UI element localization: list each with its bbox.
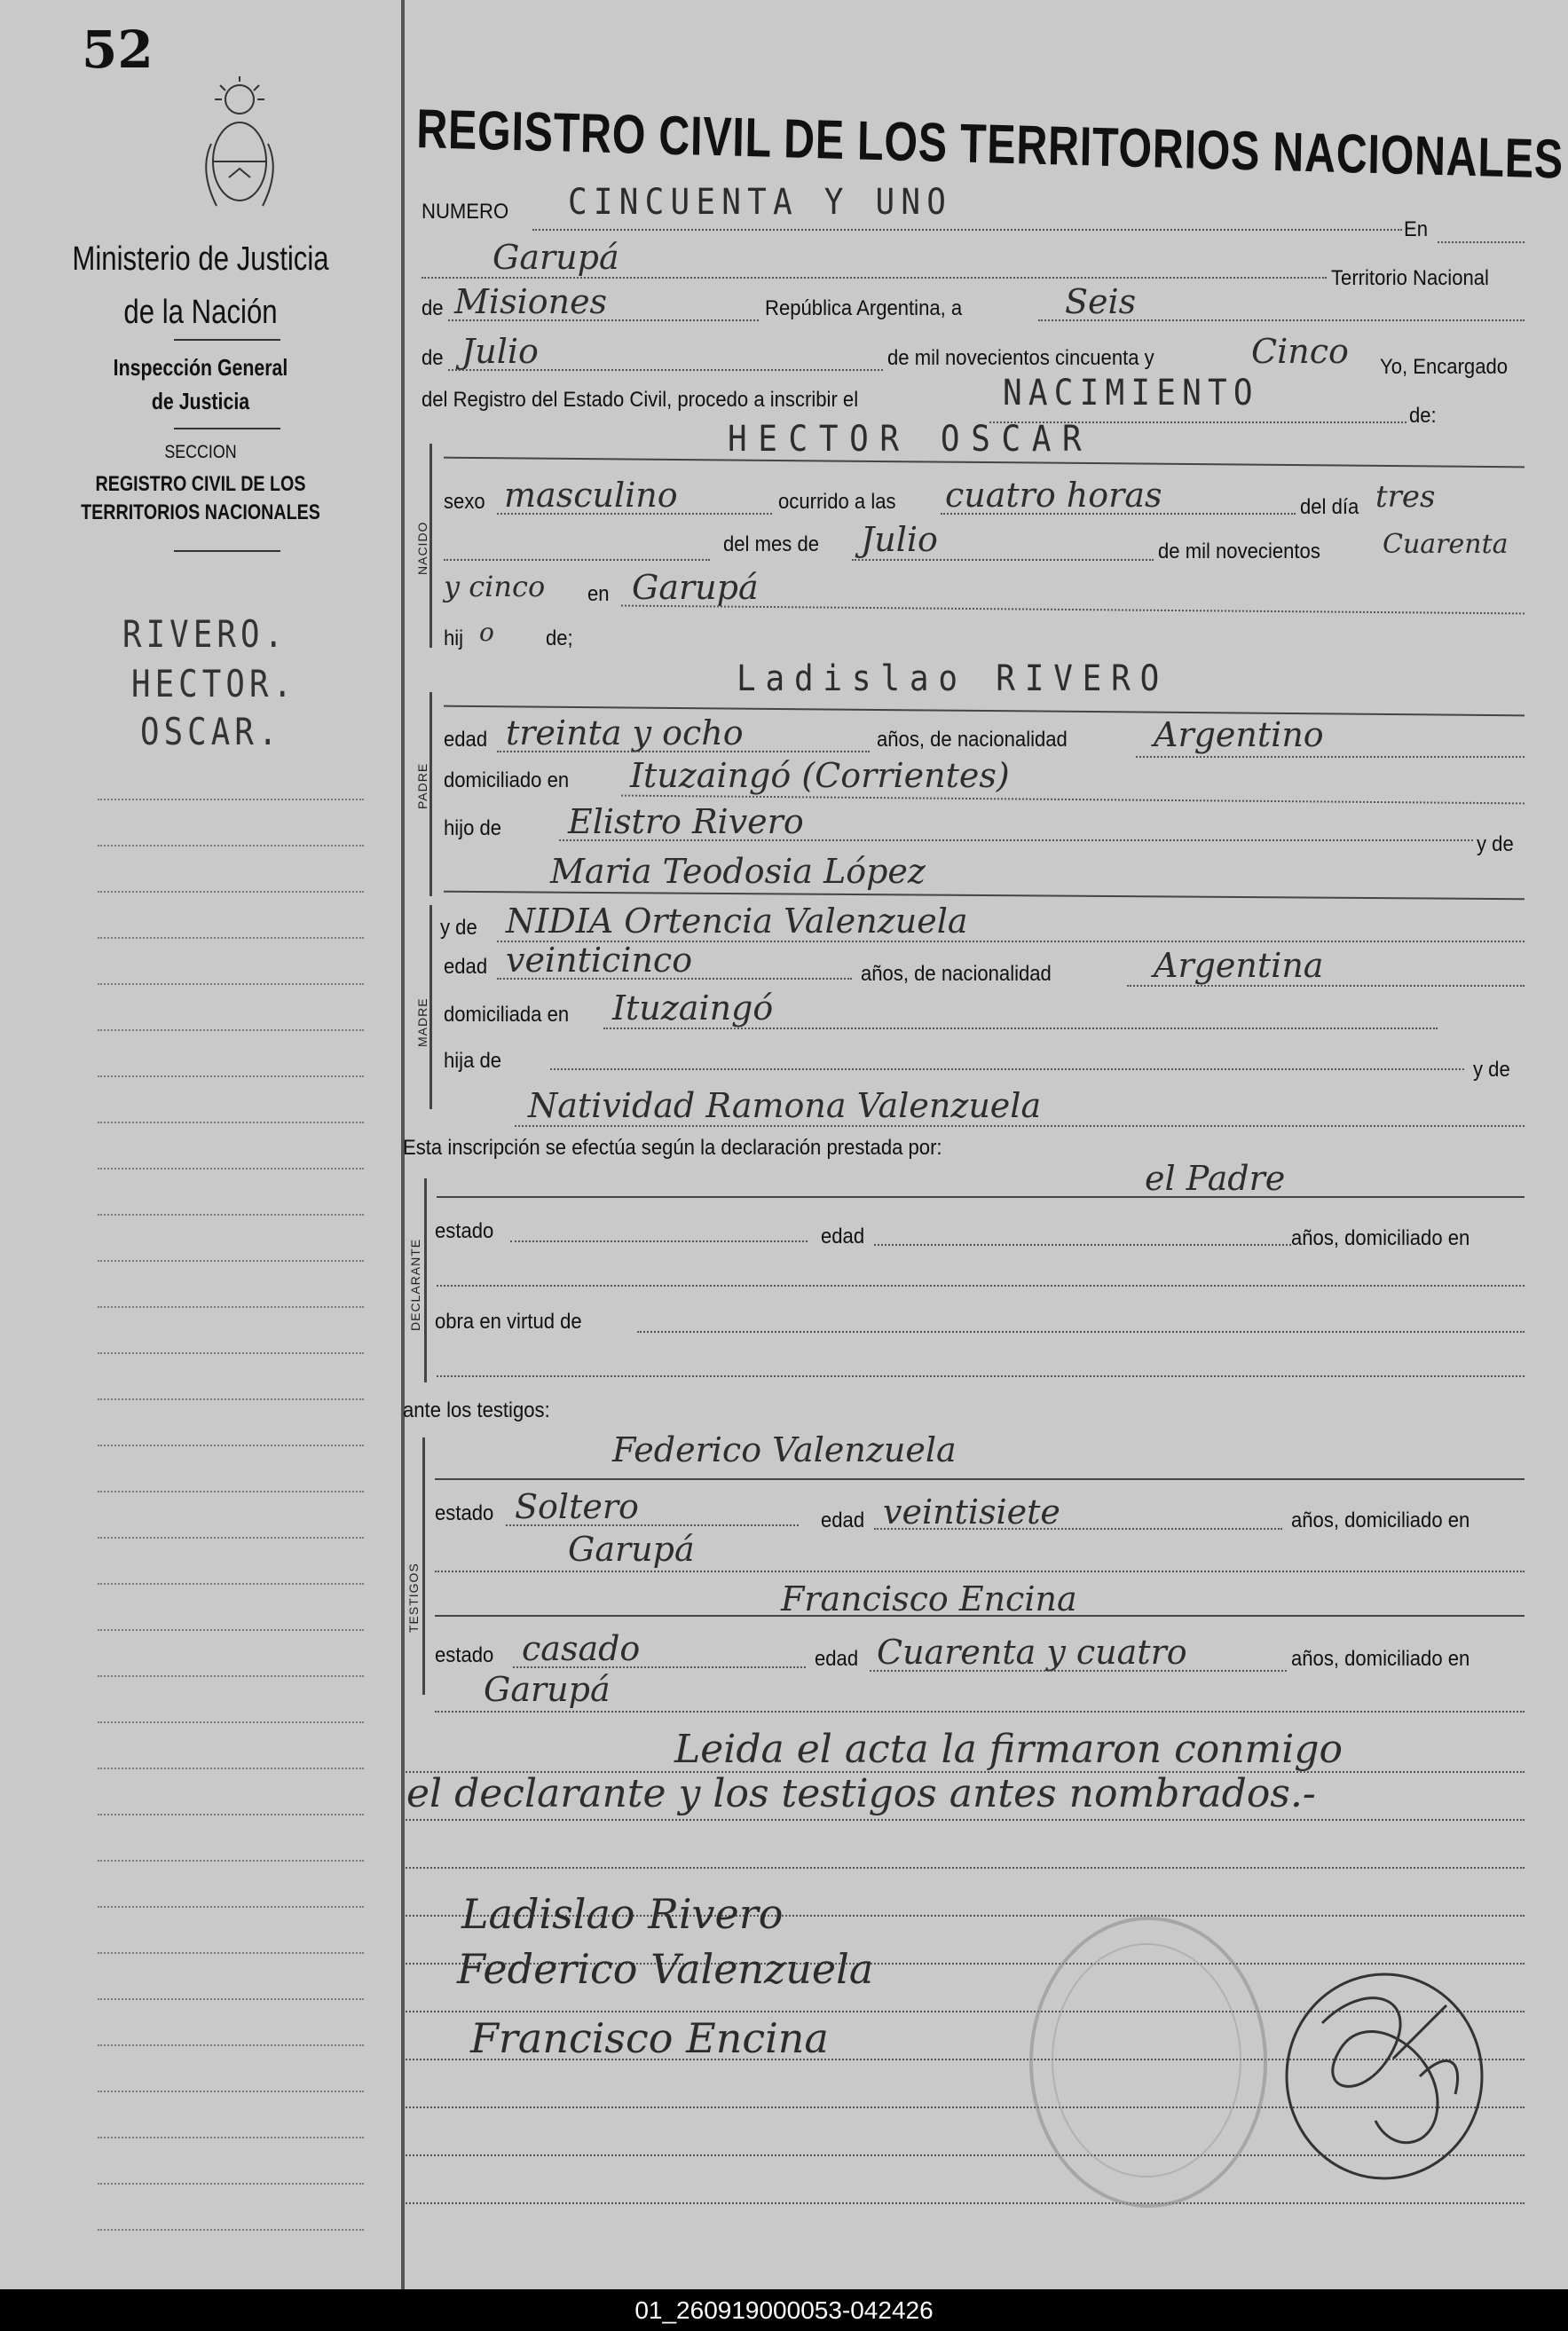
- madre-nombre: NIDIA Ortencia Valenzuela: [506, 902, 968, 941]
- testigo2-domicilio: Garupá: [484, 1670, 611, 1709]
- republica-label: República Argentina, a: [765, 296, 963, 320]
- testigo2-nombre: Francisco Encina: [781, 1579, 1077, 1618]
- margin-ruled-line: [98, 1906, 364, 1908]
- field-line: [497, 751, 870, 752]
- margin-ruled-line: [98, 845, 364, 847]
- testigo2-edad-label: edad: [815, 1647, 859, 1671]
- field-line: [852, 559, 1154, 561]
- field-line: [435, 1615, 1525, 1617]
- padre-edad: treinta y ocho: [506, 713, 744, 752]
- madre-domicilio-label: domiciliada en: [444, 1003, 570, 1027]
- territorio-label: Territorio Nacional: [1331, 266, 1489, 290]
- page-number: 52: [82, 20, 154, 80]
- hijo-label: hij: [444, 626, 464, 650]
- testigos-brace: [422, 1437, 425, 1695]
- madre-yde2-label: y de: [1473, 1058, 1510, 1082]
- divider: [174, 339, 280, 341]
- madre-brace: [429, 905, 432, 1109]
- margin-ruled-line: [98, 2044, 364, 2046]
- madre-edad: veinticinco: [506, 941, 693, 980]
- margin-ruled-line: [98, 2183, 364, 2185]
- padre-nacionalidad: Argentino: [1154, 715, 1324, 754]
- margin-ruled-line: [98, 1768, 364, 1769]
- sexo-value: masculino: [504, 476, 678, 515]
- field-line: [403, 1867, 1525, 1869]
- field-line: [1438, 241, 1525, 243]
- en-label: en: [587, 582, 610, 606]
- madre-yde-label: y de: [440, 916, 477, 940]
- field-line: [497, 978, 852, 980]
- field-line: [444, 559, 710, 561]
- margin-ruled-line: [98, 1168, 364, 1169]
- testigo2-estado: casado: [522, 1629, 641, 1668]
- seccion-label: SECCION: [164, 442, 237, 462]
- inspeccion-heading: [36, 350, 366, 418]
- dia-value: Seis: [1065, 282, 1137, 321]
- margin-ruled-line: [98, 1214, 364, 1216]
- madre-edad-label: edad: [444, 955, 488, 979]
- field-line: [941, 513, 1296, 515]
- nacido-brace: [429, 444, 432, 648]
- padre-padre-de: Elistro Rivero: [568, 802, 804, 841]
- field-line: [874, 1244, 1291, 1246]
- numero-value: CINCUENTA Y UNO: [568, 182, 953, 223]
- field-line: [510, 1240, 808, 1242]
- field-line: [1136, 756, 1525, 758]
- mes-value: Julio: [861, 520, 938, 559]
- declarante-intro: Esta inscripción se efectúa según la declaración prestada por:: [403, 1136, 942, 1160]
- official-signature-flourish: [1260, 1943, 1491, 2192]
- lugar-value: Garupá: [492, 238, 619, 277]
- padre-label: PADRE: [415, 762, 429, 809]
- field-line: [870, 1670, 1287, 1672]
- margin-ruled-line: [98, 2229, 364, 2231]
- margin-ruled-line: [98, 1445, 364, 1446]
- testigo2-estado-label: estado: [435, 1643, 494, 1667]
- mes-label: del mes de: [723, 532, 820, 556]
- margin-ruled-line: [98, 1122, 364, 1123]
- field-line: [559, 839, 1473, 841]
- obra-label: obra en virtud de: [435, 1310, 582, 1334]
- territorio-value: Misiones: [454, 282, 608, 321]
- madre-domicilio: Ituzaingó: [612, 988, 774, 1028]
- de-label: de: [422, 296, 444, 320]
- sexo-label: sexo: [444, 490, 485, 514]
- margin-ruled-line: [98, 1260, 364, 1262]
- margin-ruled-line: [98, 1491, 364, 1492]
- official-stamp-inner: [1052, 1943, 1241, 2177]
- margin-ruled-line: [98, 1537, 364, 1539]
- field-line: [550, 1068, 1464, 1070]
- declarante-anios-label: años, domiciliado en: [1291, 1226, 1470, 1250]
- ministry-line1: Ministerio de Justicia: [72, 240, 329, 278]
- padre-domicilio: Ituzaingó (Corrientes): [630, 756, 1010, 795]
- registro-line2: TERRITORIOS NACIONALES: [81, 500, 320, 524]
- field-line: [532, 229, 1402, 231]
- procedo-label: del Registro del Estado Civil, procedo a inscribir el: [422, 388, 859, 412]
- margin-surname: RIVERO.: [122, 612, 288, 656]
- signature-padre: Ladislao Rivero: [461, 1890, 784, 1938]
- field-line: [603, 1028, 1438, 1029]
- field-line: [437, 1285, 1525, 1287]
- coat-of-arms-icon: [193, 73, 286, 224]
- padre-madre-de: Maria Teodosia López: [550, 852, 926, 891]
- hora-value: cuatro horas: [945, 476, 1162, 515]
- testigo1-domicilio: Garupá: [568, 1530, 695, 1569]
- anio-b-value: y cinco: [444, 570, 546, 603]
- margin-ruled-line: [98, 1629, 364, 1631]
- margin-ruled-line: [98, 1860, 364, 1862]
- madre-anios-label: años, de nacionalidad: [861, 962, 1052, 986]
- margin-ruled-line: [98, 1075, 364, 1077]
- padre-yde-label: y de: [1477, 832, 1514, 856]
- signature-testigo2: Francisco Encina: [470, 2014, 829, 2062]
- field-line: [448, 319, 759, 321]
- margin-name-2: OSCAR.: [140, 710, 282, 753]
- padre-brace: [429, 692, 432, 896]
- declarante-edad-label: edad: [821, 1225, 865, 1248]
- testigo1-edad: veintisiete: [883, 1492, 1060, 1532]
- dia-value: tres: [1375, 479, 1436, 515]
- margin-column: [0, 0, 401, 2289]
- field-line: [513, 1666, 806, 1668]
- field-line: [403, 1819, 1525, 1821]
- inspeccion-line2: de Justicia: [151, 388, 250, 414]
- testigo1-estado-label: estado: [435, 1501, 494, 1525]
- testigos-intro: ante los testigos:: [403, 1398, 550, 1422]
- nacido-nombre: HECTOR OSCAR: [728, 419, 1093, 460]
- testigos-label: TESTIGOS: [406, 1563, 421, 1633]
- margin-ruled-line: [98, 891, 364, 893]
- madre-nacionalidad: Argentina: [1154, 946, 1324, 985]
- margin-ruled-line: [98, 1675, 364, 1677]
- madre-label: MADRE: [415, 997, 429, 1047]
- dia-label: del día: [1300, 495, 1359, 519]
- inspeccion-line1: Inspección General: [113, 354, 288, 381]
- anio-value: Cinco: [1251, 332, 1349, 371]
- de2-label: de: [422, 346, 444, 370]
- mes-value: Julio: [461, 332, 539, 371]
- field-line: [506, 1524, 799, 1526]
- mil-label: de mil novecientos cincuenta y: [887, 346, 1154, 370]
- page-title: REGISTRO CIVIL DE LOS TERRITORIOS NACIONALES: [415, 98, 1564, 191]
- testigo1-anios-label: años, domiciliado en: [1291, 1508, 1470, 1532]
- hijo-suffix: o: [479, 618, 494, 647]
- cierre-linea1: Leida el acta la firmaron conmigo: [674, 1727, 1343, 1772]
- field-line: [437, 1196, 1525, 1198]
- numero-label: NUMERO: [422, 200, 509, 224]
- field-line: [874, 1528, 1282, 1530]
- field-line: [435, 1478, 1525, 1480]
- field-line: [403, 2202, 1525, 2204]
- ministry-heading: [36, 232, 366, 339]
- field-line: [435, 1571, 1525, 1572]
- field-line: [448, 369, 883, 371]
- padre-domicilio-label: domiciliado en: [444, 768, 570, 792]
- nacido-lugar: Garupá: [632, 568, 759, 607]
- field-line: [637, 1331, 1525, 1333]
- padre-nombre: Ladislao RIVERO: [737, 658, 1170, 699]
- margin-ruled-line: [98, 1029, 364, 1031]
- margin-ruled-line: [98, 1352, 364, 1354]
- declarante-brace: [424, 1178, 427, 1382]
- testigo2-anios-label: años, domiciliado en: [1291, 1647, 1470, 1671]
- field-line: [437, 1375, 1525, 1377]
- mil-label: de mil novecientos: [1158, 539, 1320, 563]
- margin-ruled-line: [98, 937, 364, 939]
- padre-anios-label: años, de nacionalidad: [877, 728, 1068, 752]
- declarante-label: DECLARANTE: [408, 1238, 422, 1331]
- scan-id-footer: 01_260919000053-042426: [0, 2289, 1568, 2331]
- declarante-estado-label: estado: [435, 1219, 494, 1243]
- testigo1-edad-label: edad: [821, 1508, 865, 1532]
- field-line: [435, 1711, 1525, 1713]
- field-line: [1038, 319, 1525, 321]
- margin-ruled-line: [98, 1814, 364, 1815]
- registro-heading: [36, 470, 366, 527]
- margin-ruled-line: [98, 1398, 364, 1400]
- declarante-por: el Padre: [1145, 1159, 1286, 1198]
- nacido-label: NACIDO: [415, 521, 429, 575]
- ocurrido-label: ocurrido a las: [778, 490, 896, 514]
- de-label: de;: [546, 626, 573, 650]
- margin-ruled-line: [98, 1952, 364, 1954]
- registro-line1: REGISTRO CIVIL DE LOS: [95, 472, 306, 496]
- acto-value: NACIMIENTO: [1003, 373, 1259, 413]
- field-line: [497, 513, 772, 515]
- padre-edad-label: edad: [444, 728, 488, 752]
- padre-hijo-label: hijo de: [444, 816, 502, 840]
- signature-testigo1: Federico Valenzuela: [457, 1945, 874, 1993]
- margin-ruled-line: [98, 983, 364, 985]
- divider: [174, 428, 280, 429]
- testigo1-estado: Soltero: [515, 1487, 639, 1526]
- testigo1-nombre: Federico Valenzuela: [612, 1430, 957, 1469]
- field-line: [515, 1125, 1525, 1127]
- divider: [174, 550, 280, 552]
- margin-ruled-line: [98, 1583, 364, 1585]
- margin-ruled-line: [98, 1721, 364, 1723]
- field-line: [621, 605, 1525, 615]
- field-line: [444, 891, 1525, 901]
- field-line: [1127, 985, 1525, 987]
- en-label: En: [1404, 217, 1429, 241]
- ministry-line2: de la Nación: [123, 294, 278, 331]
- madre-madre-de: Natividad Ramona Valenzuela: [528, 1086, 1042, 1125]
- margin-ruled-line: [98, 1306, 364, 1308]
- margin-ruled-line: [98, 2137, 364, 2138]
- anio-a-value: Cuarenta: [1383, 529, 1509, 560]
- margin-ruled-line: [98, 1998, 364, 2000]
- madre-hija-label: hija de: [444, 1049, 502, 1073]
- field-line: [422, 277, 1327, 279]
- margin-name-1: HECTOR.: [131, 662, 297, 705]
- margin-ruled-line: [98, 2091, 364, 2092]
- cierre-linea2: el declarante y los testigos antes nombrados.-: [406, 1771, 1316, 1816]
- testigo2-edad: Cuarenta y cuatro: [877, 1633, 1187, 1672]
- encargado-label: Yo, Encargado: [1380, 355, 1509, 379]
- de3-label: de:: [1409, 404, 1437, 428]
- margin-ruled-line: [98, 799, 364, 800]
